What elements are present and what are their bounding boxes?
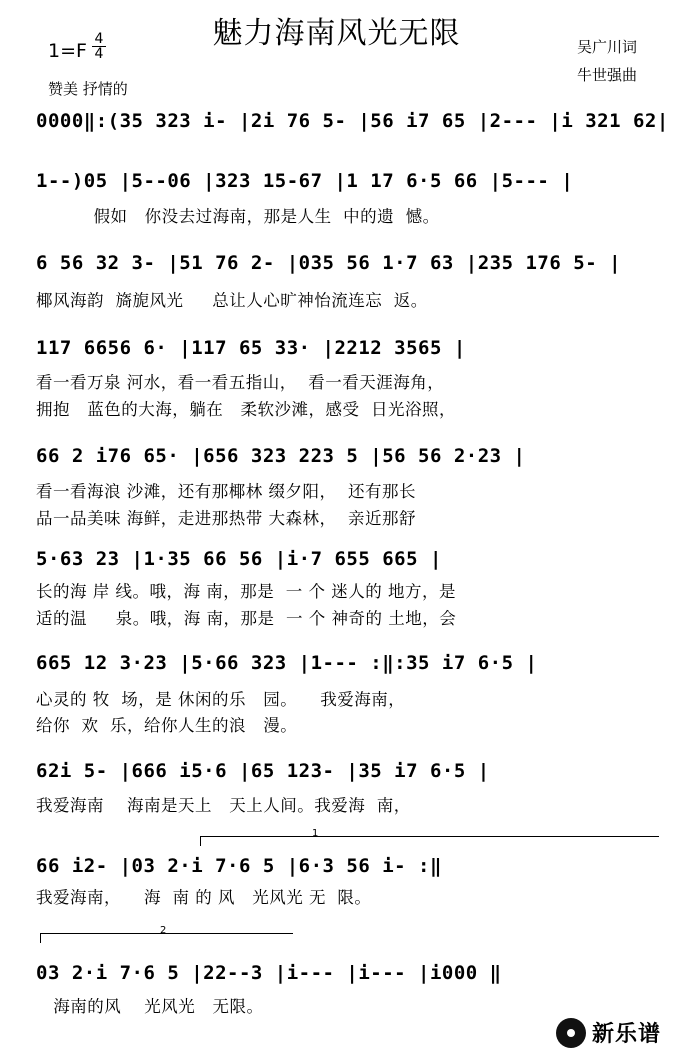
song-title: 魅力海南风光无限 — [212, 16, 461, 51]
composer-credit: 牛世强曲 — [576, 66, 637, 84]
volta-2-tick — [40, 933, 41, 943]
lyric-line-5b: 品一品美味 海鲜，走进那热带 大森林， 亲近那舒 — [36, 509, 416, 528]
score-line-6: 5·63 23 |1·35 66 56 |i·7 655 665 | — [36, 548, 442, 570]
score-line-5: 66 2 i76 65· |656 323 223 5 |56 56 2·23 | — [36, 445, 526, 467]
lyric-line-7a: 心灵的 牧 场，是 休闲的乐 园。 我爱海南， — [36, 690, 406, 709]
score-line-7: 665 12 3·23 |5·66 323 |1--- :‖:35 i7 6·5 | — [36, 652, 538, 674]
time-signature — [92, 32, 106, 61]
lyric-line-5a: 看一看海浪 沙滩，还有那椰林 缀夕阳， 还有那长 — [36, 482, 416, 501]
record-disc-icon — [556, 1018, 586, 1048]
volta-1-tick — [200, 836, 201, 846]
lyric-line-3a: 椰风海韵 旖旎风光 总让人心旷神怡流连忘 返。 — [36, 291, 428, 310]
lyric-line-10a: 海南的风 光风光 无限。 — [36, 997, 264, 1016]
lyric-line-9a: 我爱海南， 海 南 的 风 光风光 无 限。 — [36, 888, 372, 907]
lyric-line-4b: 拥抱 蓝色的大海，躺在 柔软沙滩，感受 日光浴照， — [36, 400, 456, 419]
score-line-4: 117 6656 6· |117 65 33· |2212 3565 | — [36, 337, 466, 359]
volta-1-bracket — [200, 836, 659, 837]
expression-mark: 赞美 抒情的 — [48, 80, 128, 98]
time-signature-top: 4 — [94, 31, 104, 47]
score-line-10: 03 2·i 7·6 5 |22--3 |i--- |i--- |i000 ‖ — [36, 962, 502, 984]
lyric-line-2a: 假如 你没去过海南，那是人生 中的遗 憾。 — [36, 207, 440, 226]
volta-2-number: 2 — [160, 925, 167, 936]
lyricist-credit: 吴广川词 — [576, 38, 637, 56]
volta-2-bracket — [40, 933, 293, 934]
key-signature: 1=F — [48, 40, 87, 62]
volta-1-number: 1 — [312, 828, 319, 839]
lyric-line-6b: 适的温 泉。哦，海 南，那是 一 个 神奇的 土地，会 — [36, 609, 457, 628]
score-line-9: 66 i2- |03 2·i 7·6 5 |6·3 56 i- :‖ — [36, 855, 442, 877]
score-line-2: 1--)05 |5--06 |323 15-67 |1 17 6·5 66 |5--- | — [36, 170, 574, 192]
score-line-1: 0000‖:(35 323 i- |2i 76 5- |56 i7 65 |2--- |i 321 62| — [36, 110, 669, 132]
site-logo[interactable] — [556, 1017, 661, 1048]
lyric-line-7b: 给你 欢 乐，给你人生的浪 漫。 — [36, 716, 298, 735]
time-signature-bottom: 4 — [94, 46, 104, 62]
lyric-line-4a: 看一看万泉 河水，看一看五指山， 看一看天涯海角， — [36, 373, 445, 392]
logo-text: 新乐谱 — [591, 1022, 661, 1047]
lyric-line-6a: 长的海 岸 线。哦，海 南，那是 一 个 迷人的 地方，是 — [36, 582, 456, 601]
score-line-8: 62i 5- |666 i5·6 |65 123- |35 i7 6·5 | — [36, 760, 490, 782]
lyric-line-8a: 我爱海南 海南是天上 天上人间。我爱海 南， — [36, 796, 411, 815]
score-line-3: 6 56 32 3- |51 76 2- |035 56 1·7 63 |235 176 5- | — [36, 252, 622, 274]
